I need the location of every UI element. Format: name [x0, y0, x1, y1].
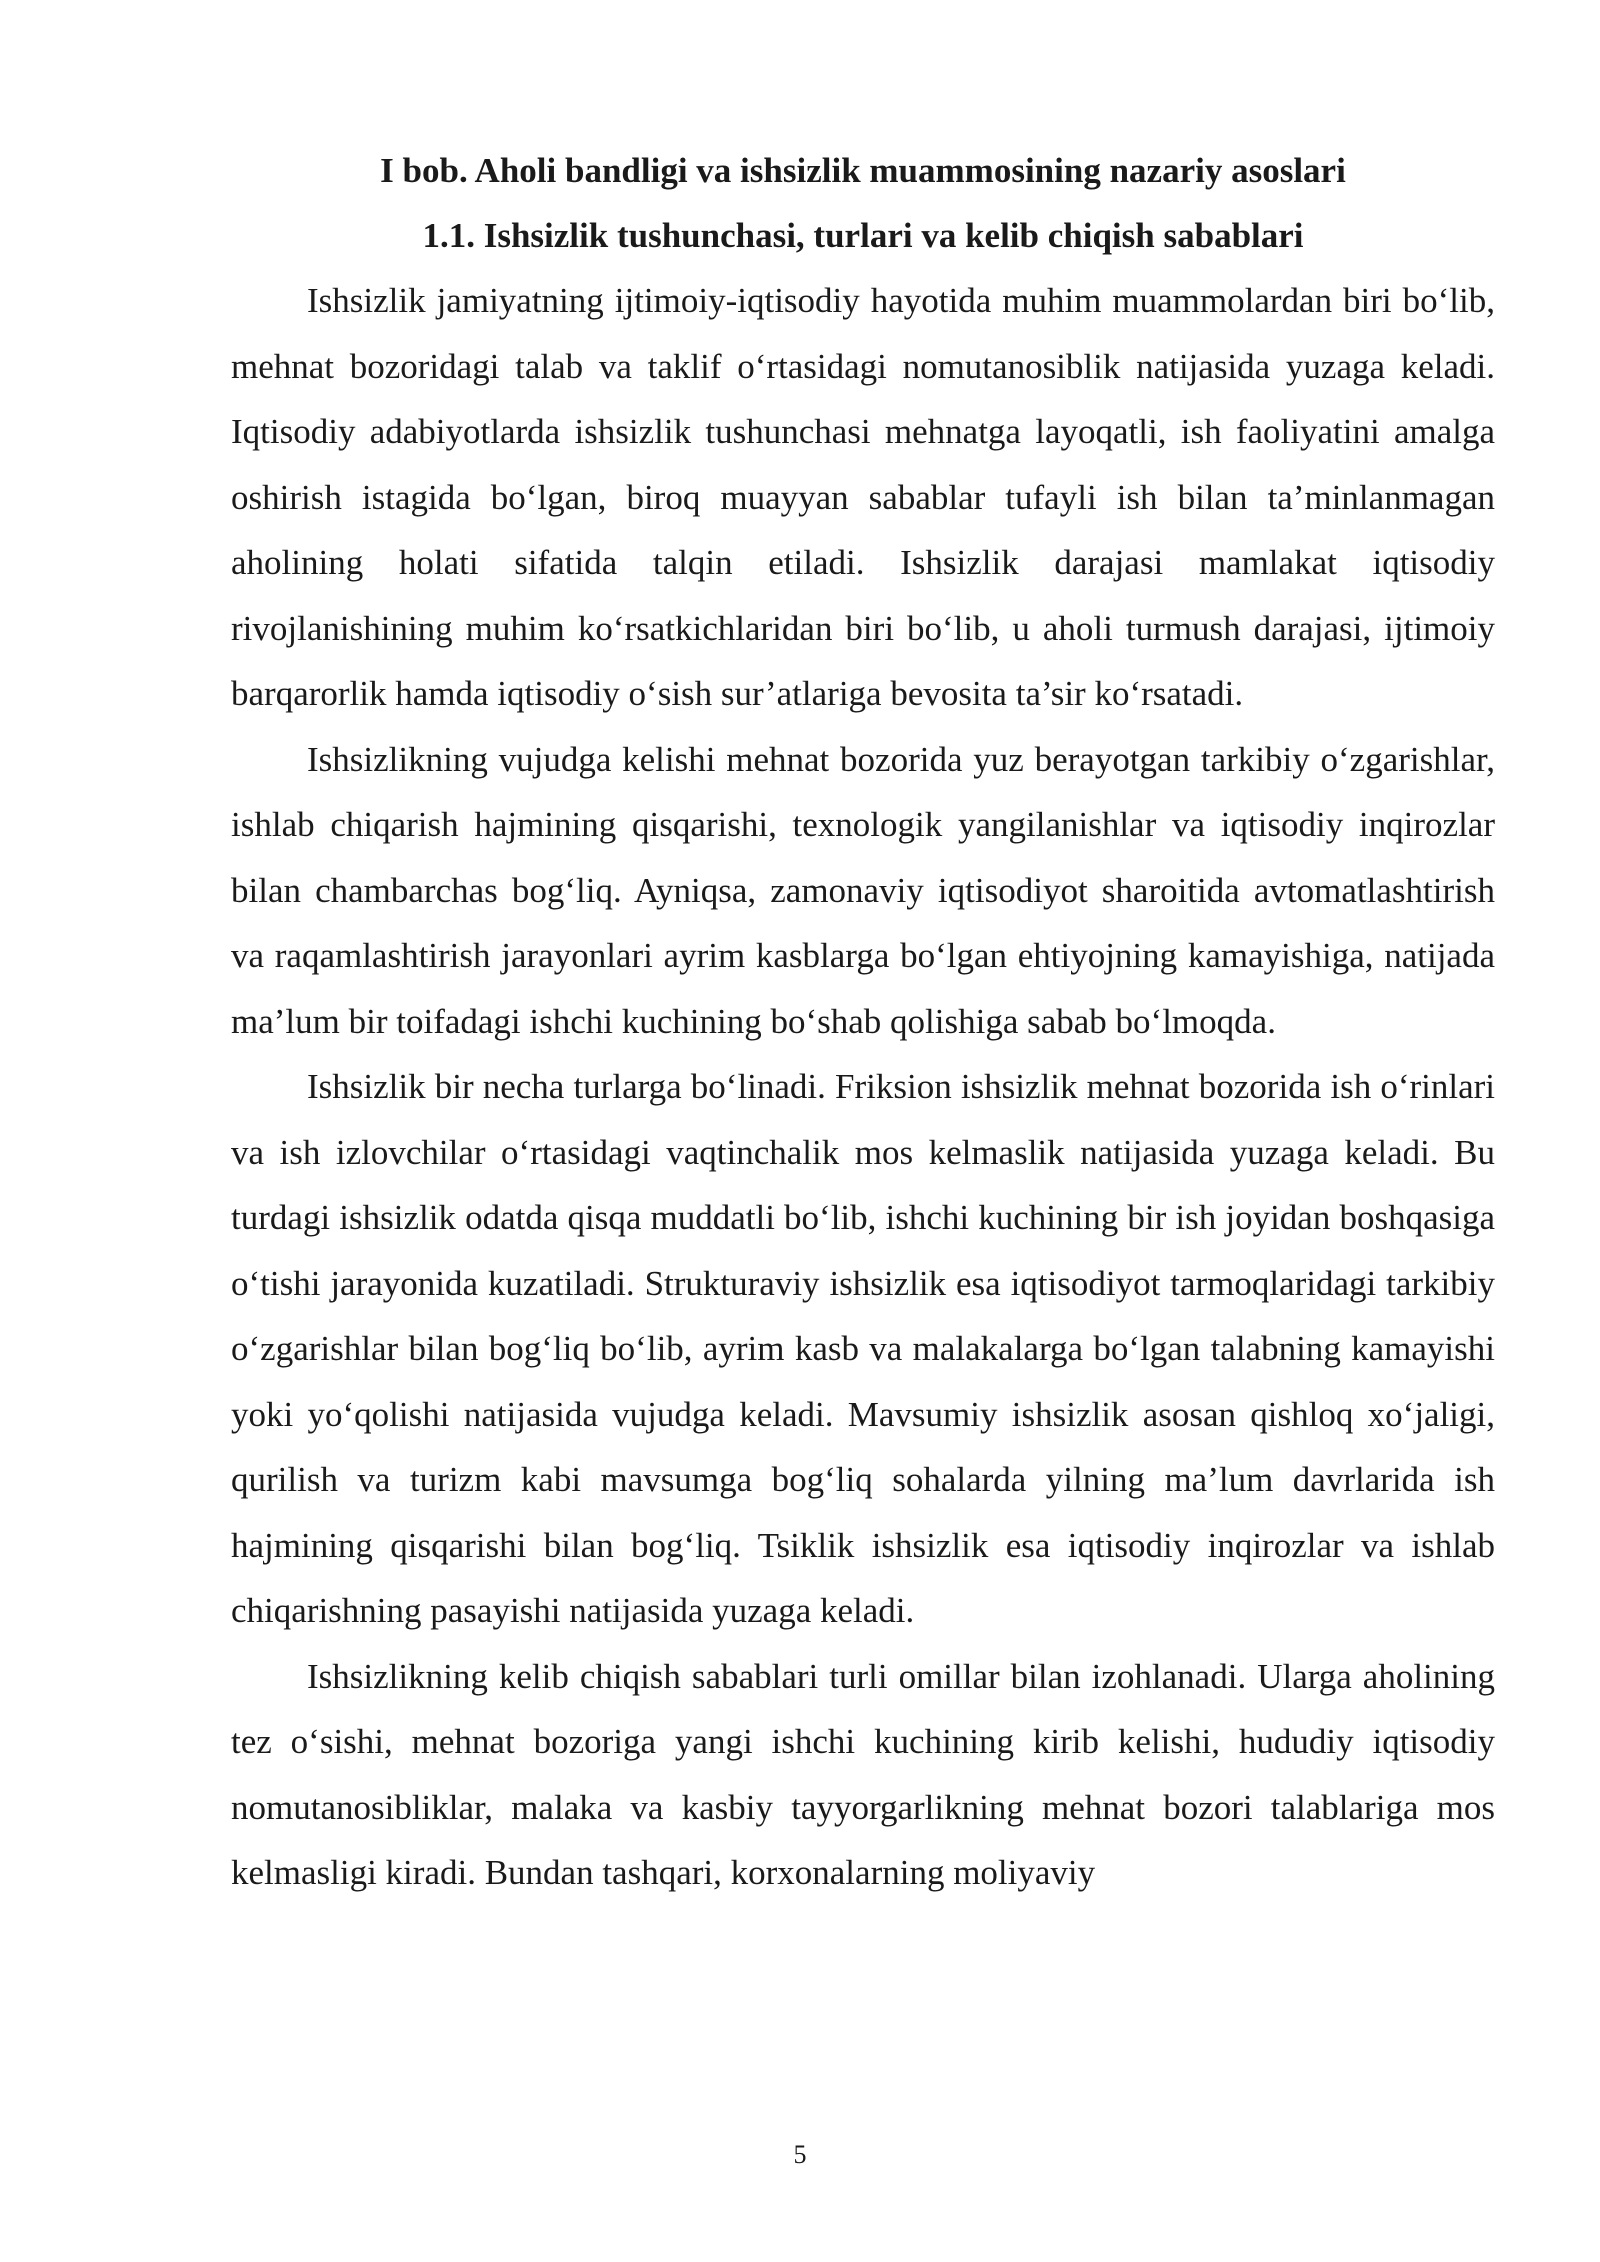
document-page — [231, 138, 1495, 1906]
chapter-title: I bob. Aholi bandligi va ishsizlik muammosining nazariy asoslari — [380, 151, 1346, 190]
page-number: 5 — [793, 2140, 807, 2169]
paragraph-1: Ishsizlik jamiyatning ijtimoiy-iqtisodiy hayotida muhim muammolardan biri bo‘lib, mehnat bozoridagi talab va taklif o‘rtasidagi nomutanosiblik natijasida yuzaga keladi. Iqtisodiy adabiyotlarda ishsizlik tushunchasi mehnatga layoqatli, ish faoliyatini amalga oshirish istagida bo‘lgan, biroq muayyan sabablar tufayli ish bilan ta’minlanmagan aholining holati sifatida talqin etiladi. Ishsizlik darajasi mamlakat iqtisodiy rivojlanishining muhim ko‘rsatkichlaridan biri bo‘lib, u aholi turmush darajasi, ijtimoiy barqarorlik hamda iqtisodiy o‘sish sur’atlariga bevosita ta’sir ko‘rsatadi. — [231, 281, 1495, 713]
paragraph-3: Ishsizlik bir necha turlarga bo‘linadi. Friksion ishsizlik mehnat bozorida ish o‘rinlari va ish izlovchilar o‘rtasidagi vaqtinchalik mos kelmaslik natijasida yuzaga keladi. Bu turdagi ishsizlik odatda qisqa muddatli bo‘lib, ishchi kuchining bir ish joyidan boshqasiga o‘tishi jarayonida kuzatiladi. Strukturaviy ishsizlik esa iqtisodiyot tarmoqlaridagi tarkibiy o‘zgarishlar bilan bog‘liq bo‘lib, ayrim kasb va malakalarga bo‘lgan talabning kamayishi yoki yo‘qolishi natijasida vujudga keladi. Mavsumiy ishsizlik asosan qishloq xo‘jaligi, qurilish va turizm kabi mavsumga bog‘liq sohalarda yilning ma’lum davrlarida ish hajmining qisqarishi bilan bog‘liq. Tsiklik ishsizlik esa iqtisodiy inqirozlar va ishlab chiqarishning pasayishi natijasida yuzaga keladi. — [231, 1067, 1495, 1630]
paragraph-4: Ishsizlikning kelib chiqish sabablari turli omillar bilan izohlanadi. Ularga aholining tez o‘sishi, mehnat bozoriga yangi ishchi kuchining kirib kelishi, hududiy iqtisodiy nomutanosibliklar, malaka va kasbiy tayyorgarlikning mehnat bozori talablariga mos kelmasligi kiradi. Bundan tashqari, korxonalarning moliyaviy — [231, 1656, 1495, 1892]
paragraph-2: Ishsizlikning vujudga kelishi mehnat bozorida yuz berayotgan tarkibiy o‘zgarishlar, ishlab chiqarish hajmining qisqarishi, texnologik yangilanishlar va iqtisodiy inqirozlar bilan chambarchas bog‘liq. Ayniqsa, zamonaviy iqtisodiyot sharoitida avtomatlashtirish va raqamlashtirish jarayonlari ayrim kasblarga bo‘lgan ehtiyojning kamayishiga, natijada ma’lum bir toifadagi ishchi kuchining bo‘shab qolishiga sabab bo‘lmoqda. — [231, 739, 1495, 1041]
section-title: 1.1. Ishsizlik tushunchasi, turlari va kelib chiqish sabablari — [422, 216, 1304, 255]
